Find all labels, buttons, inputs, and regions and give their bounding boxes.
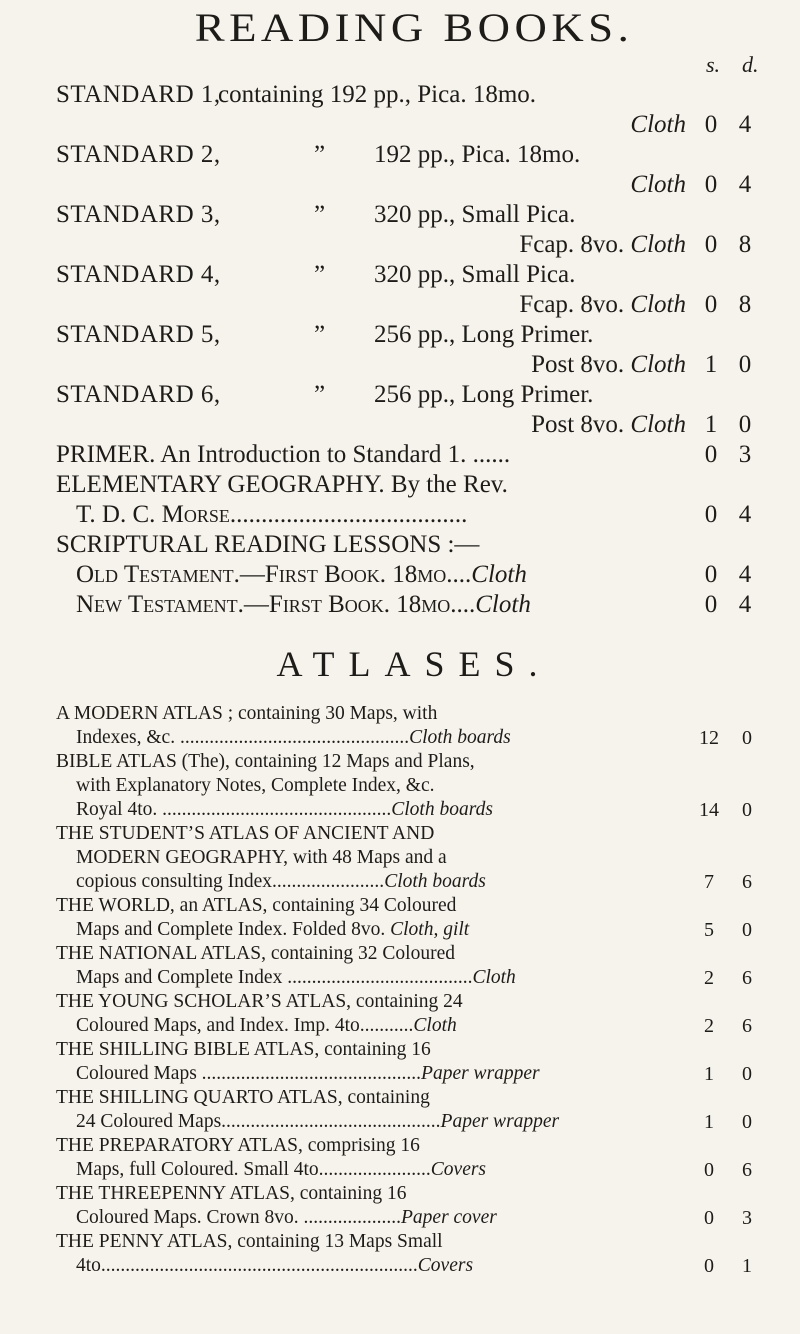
price [692,1062,772,1092]
price-pence: 6 [742,871,752,893]
price-pence: 3 [742,1207,752,1229]
atlas-detail [76,1158,486,1182]
atlas-detail [76,1110,559,1134]
primer-text: PRIMER. An Introduction to Standard 1. ...... [56,441,511,468]
new-testament-text [76,590,531,620]
price [692,1254,772,1284]
atlas-detail: with Explanatory Notes, Complete Index, &c. [76,775,435,796]
ditto-mark: ” [314,321,326,348]
atlas-detail [76,918,469,942]
atlas-detail [76,1062,540,1086]
atlas-title: THE NATIONAL ATLAS, containing 32 Coloured [56,943,455,964]
price-pence: 4 [738,501,752,528]
standard-binding: Cloth [630,171,686,198]
price [692,1206,772,1236]
price-pence: 4 [738,591,752,618]
standard-label: STANDARD 1, [56,81,221,108]
pence-header: d. [742,52,759,77]
price-shillings: 0 [704,501,718,528]
price-shillings: 1 [704,1111,714,1133]
price [692,170,772,200]
atlas-detail [76,1014,457,1038]
price [692,1110,772,1140]
atlas-detail-text: Maps and Complete Index. Folded 8vo. [76,919,391,940]
price-shillings: 14 [699,799,719,821]
price-shillings: 2 [704,967,714,989]
atlas-title: THE WORLD, an ATLAS, containing 34 Coloured [56,895,457,916]
atlas-binding: Cloth [472,967,516,988]
atlas-title: THE SHILLING BIBLE ATLAS, containing 16 [56,1039,431,1060]
standard-description: 192 pp., Pica. 18mo. [374,141,581,168]
atlas-detail-text: 24 Coloured Maps............................................. [76,1111,441,1132]
standard-description: 256 pp., Long Primer. [374,381,594,408]
price [692,410,772,440]
shillings-header: s. [706,52,721,77]
standard-label: STANDARD 4, [56,261,221,288]
standard-description: 256 pp., Long Primer. [374,321,594,348]
atlas-binding: Cloth [413,1015,457,1036]
atlas-binding: Paper cover [401,1207,497,1228]
page-title: READING BOOKS. [194,5,634,50]
price-shillings: 1 [704,411,718,438]
atlas-binding: Paper wrapper [440,1111,560,1132]
format-text: Post 8vo. [531,351,631,378]
atlas-binding: Cloth, gilt [390,919,470,940]
standard-label: STANDARD 2, [56,141,221,168]
price-pence: 0 [742,1111,752,1133]
price-pence: 4 [738,171,752,198]
standard-format [519,290,686,320]
catalogue-page [56,0,772,1277]
price-shillings: 0 [704,561,718,588]
atlas-title: THE PENNY ATLAS, containing 13 Maps Small [56,1231,443,1252]
price-pence: 0 [738,411,752,438]
atlas-title: THE YOUNG SCHOLAR’S ATLAS, containing 24 [56,991,463,1012]
atlas-title: THE PREPARATORY ATLAS, comprising 16 [56,1135,420,1156]
atlas-title: THE SHILLING QUARTO ATLAS, containing [56,1087,430,1108]
price [692,1014,772,1044]
atlas-title: THE THREEPENNY ATLAS, containing 16 [56,1183,407,1204]
atlas-detail-text: Royal 4to. ............................................... [76,799,392,820]
atlas-detail-text: Maps, full Coloured. Small 4to....................... [76,1159,431,1180]
price-pence: 4 [738,561,752,588]
geography-title: ELEMENTARY GEOGRAPHY. By the Rev. [56,471,508,498]
standard-binding: Cloth [630,231,686,258]
price [692,726,772,756]
format-text: Fcap. 8vo. [519,231,631,258]
price [692,230,772,260]
new-testament-title: New Testament.—First Book. 18mo.... [76,591,476,618]
price-pence: 6 [742,967,752,989]
atlas-binding: Paper wrapper [421,1063,540,1084]
standard-binding: Cloth [630,411,686,438]
format-text: Post 8vo. [531,411,631,438]
ditto-mark: ” [314,381,326,408]
price [692,440,772,470]
price-shillings: 0 [704,1255,714,1277]
atlas-detail-text: Coloured Maps, and Index. Imp. 4to........... [76,1015,414,1036]
price-pence: 6 [742,1015,752,1037]
atlas-detail [76,966,516,990]
price [692,560,772,590]
ditto-mark: ” [314,261,326,288]
price [692,918,772,948]
price-shillings: 0 [704,291,718,318]
standard-label: STANDARD 5, [56,321,221,348]
atlas-detail-text: copious consulting Index....................... [76,871,385,892]
price [692,590,772,620]
atlases-heading: ATLASES. [276,644,552,684]
old-testament-binding: Cloth [471,561,527,588]
old-testament-title: Old Testament.—First Book. 18mo.... [76,561,472,588]
ditto-mark: ” [314,201,326,228]
standard-description: 320 pp., Small Pica. [374,201,576,228]
price-shillings: 7 [704,871,714,893]
currency-header [692,52,772,76]
price-shillings: 0 [704,171,718,198]
price-pence: 0 [738,351,752,378]
atlas-detail-text: 4to................................................................. [76,1255,418,1276]
standard-format [531,410,686,440]
price-pence: 0 [742,799,752,821]
atlas-detail-text: Coloured Maps ............................................. [76,1063,422,1084]
atlas-binding: Cloth boards [391,799,493,820]
old-testament-text [76,560,527,590]
standard-binding: Cloth [630,291,686,318]
price-pence: 3 [738,441,752,468]
standard-description: containing 192 pp., Pica. 18mo. [218,81,537,108]
price-shillings: 0 [704,1159,714,1181]
price-shillings: 0 [704,591,718,618]
price-pence: 0 [742,1063,752,1085]
standard-binding: Cloth [630,111,686,138]
price [692,290,772,320]
price-shillings: 0 [704,1207,714,1229]
price-pence: 0 [742,727,752,749]
price [692,500,772,530]
price-shillings: 1 [704,1063,714,1085]
price-shillings: 2 [704,1015,714,1037]
atlas-title: THE STUDENT’S ATLAS OF ANCIENT AND [56,823,435,844]
price [692,870,772,900]
atlas-title: BIBLE ATLAS (The), containing 12 Maps and Plans, [56,751,475,772]
standard-format [519,230,686,260]
atlas-detail [76,1206,497,1230]
price-shillings: 0 [704,231,718,258]
price-pence: 0 [742,919,752,941]
price [692,798,772,828]
atlas-binding: Covers [430,1159,487,1180]
price-pence: 8 [738,291,752,318]
standard-binding: Cloth [630,351,686,378]
atlas-detail-text: Maps and Complete Index ...................................... [76,967,473,988]
price-pence: 6 [742,1159,752,1181]
geography-author: T. D. C. Morse...................................... [76,501,468,528]
atlas-detail: MODERN GEOGRAPHY, with 48 Maps and a [76,847,447,868]
price [692,110,772,140]
price-pence: 1 [742,1255,752,1277]
price [692,1158,772,1188]
format-text: Fcap. 8vo. [519,291,631,318]
standard-description: 320 pp., Small Pica. [374,261,576,288]
scriptural-heading-text: SCRIPTURAL READING LESSONS :— [56,531,480,558]
price [692,966,772,996]
price-shillings: 1 [704,351,718,378]
atlas-detail [76,1254,473,1278]
price-shillings: 12 [699,727,719,749]
atlas-detail [76,870,486,894]
atlas-detail-text: Coloured Maps. Crown 8vo. .................... [76,1207,401,1228]
price-shillings: 0 [704,441,718,468]
standard-format [531,350,686,380]
new-testament-binding: Cloth [475,591,531,618]
atlas-binding: Covers [417,1255,474,1276]
atlas-binding: Cloth boards [384,871,486,892]
price-shillings: 0 [704,111,718,138]
price-pence: 8 [738,231,752,258]
price [692,350,772,380]
price-pence: 4 [738,111,752,138]
ditto-mark: ” [314,141,326,168]
atlas-detail-text: Indexes, &c. ............................................... [76,727,410,748]
atlas-title: A MODERN ATLAS ; containing 30 Maps, with [56,703,438,724]
atlas-detail [76,726,511,750]
atlas-detail [76,798,493,822]
standard-label: STANDARD 3, [56,201,221,228]
price-shillings: 5 [704,919,714,941]
atlas-binding: Cloth boards [409,727,511,748]
standard-label: STANDARD 6, [56,381,221,408]
